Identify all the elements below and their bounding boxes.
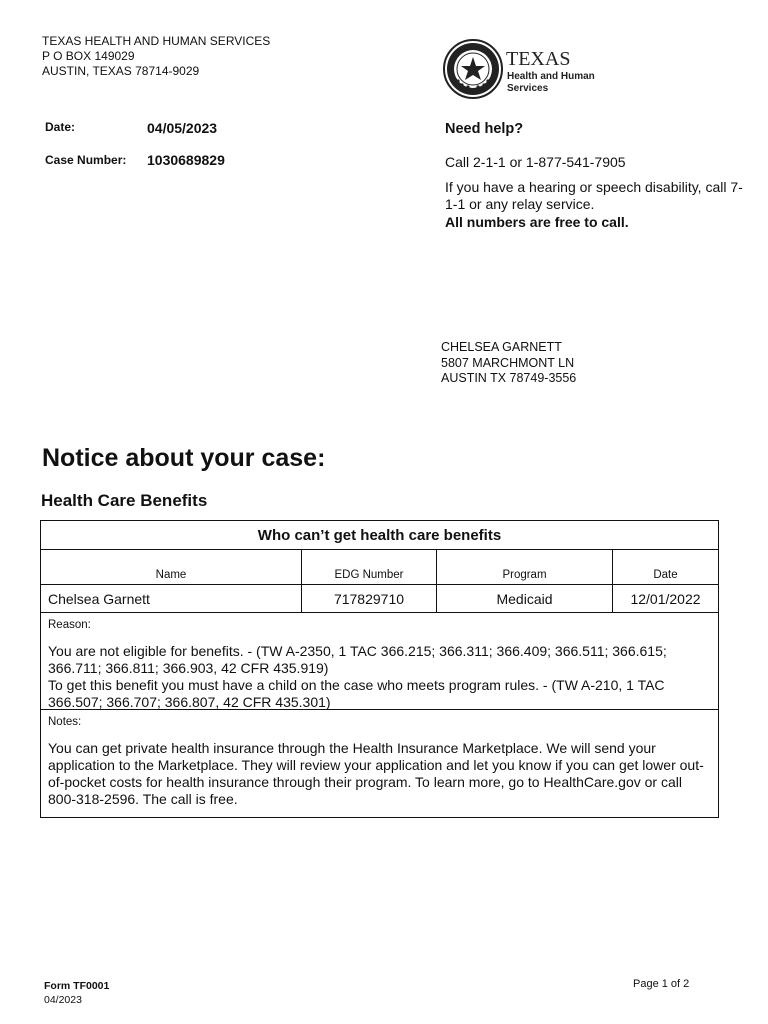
column-header-date: Date bbox=[653, 569, 678, 581]
case-number-value: 1030689829 bbox=[147, 152, 225, 168]
texas-seal-icon bbox=[440, 33, 602, 105]
column-header-program: Program bbox=[437, 550, 613, 584]
help-free-text: All numbers are free to call. bbox=[445, 214, 629, 230]
help-disability-text: If you have a hearing or speech disability, call 7-1-1 or any relay service. bbox=[445, 179, 743, 212]
notes-block bbox=[41, 710, 718, 817]
reason-text-2: To get this benefit you must have a child on the case who meets program rules. - (TW A-210, 1 TAC 366.507; 366.707; 366.807, 42 CFR 435.301) bbox=[48, 677, 665, 710]
cell-date: 12/01/2022 bbox=[630, 591, 701, 607]
date-label: Date: bbox=[45, 120, 76, 134]
table-title: Who can’t get health care benefits bbox=[41, 521, 718, 550]
section-title: Health Care Benefits bbox=[41, 491, 208, 510]
page-number: Page 1 of 2 bbox=[633, 978, 690, 990]
table-header-row bbox=[41, 550, 718, 585]
form-number: Form TF0001 bbox=[44, 980, 110, 992]
help-title: Need help? bbox=[445, 121, 524, 137]
cell-edg-number: 717829710 bbox=[302, 585, 437, 612]
sender-line-2: P O BOX 149029 bbox=[42, 49, 135, 63]
recipient-street: 5807 MARCHMONT LN bbox=[441, 355, 575, 370]
hhs-logo bbox=[440, 33, 602, 105]
notes-label: Notes: bbox=[48, 716, 82, 728]
reason-block bbox=[41, 613, 718, 710]
form-date: 04/2023 bbox=[44, 994, 82, 1006]
date-value: 04/05/2023 bbox=[147, 120, 218, 136]
recipient-name: CHELSEA GARNETT bbox=[441, 340, 562, 354]
help-phone: Call 2-1-1 or 1-877-541-7905 bbox=[445, 154, 626, 170]
case-number-label: Case Number: bbox=[45, 153, 127, 167]
sender-line-3: AUSTIN, TEXAS 78714-9029 bbox=[42, 64, 200, 78]
benefits-table bbox=[40, 520, 719, 818]
reason-text-1: You are not eligible for benefits. - (TW A-2350, 1 TAC 366.215; 366.311; 366.409; 366.511; 366.615; 366.711; 366.811; 366.903, 42 CFR 435.919) bbox=[48, 643, 667, 676]
notice-title: Notice about your case: bbox=[42, 444, 326, 472]
logo-title: TEXAS bbox=[506, 48, 571, 70]
recipient-address bbox=[441, 340, 576, 387]
logo-line-1: Health and Human bbox=[507, 71, 595, 82]
sender-address bbox=[42, 34, 270, 79]
reason-label: Reason: bbox=[48, 619, 91, 631]
notes-text: You can get private health insurance through the Health Insurance Marketplace. We will send your application to the Marketplace. They will review your application and let you know if you can get lower out-of-pocket costs for health insurance through their program. To learn more, go to HealthCare.gov or call 800-318-2596. The call is free. bbox=[48, 740, 704, 807]
column-header-name: Name bbox=[41, 550, 302, 584]
recipient-city: AUSTIN TX 78749-3556 bbox=[441, 371, 577, 385]
sender-line-1: TEXAS HEALTH AND HUMAN SERVICES bbox=[42, 34, 271, 48]
cell-name: Chelsea Garnett bbox=[41, 585, 302, 612]
column-header-edg: EDG Number bbox=[302, 550, 437, 584]
cell-program: Medicaid bbox=[437, 585, 613, 612]
logo-line-2: Services bbox=[507, 83, 549, 94]
table-row bbox=[41, 585, 718, 613]
